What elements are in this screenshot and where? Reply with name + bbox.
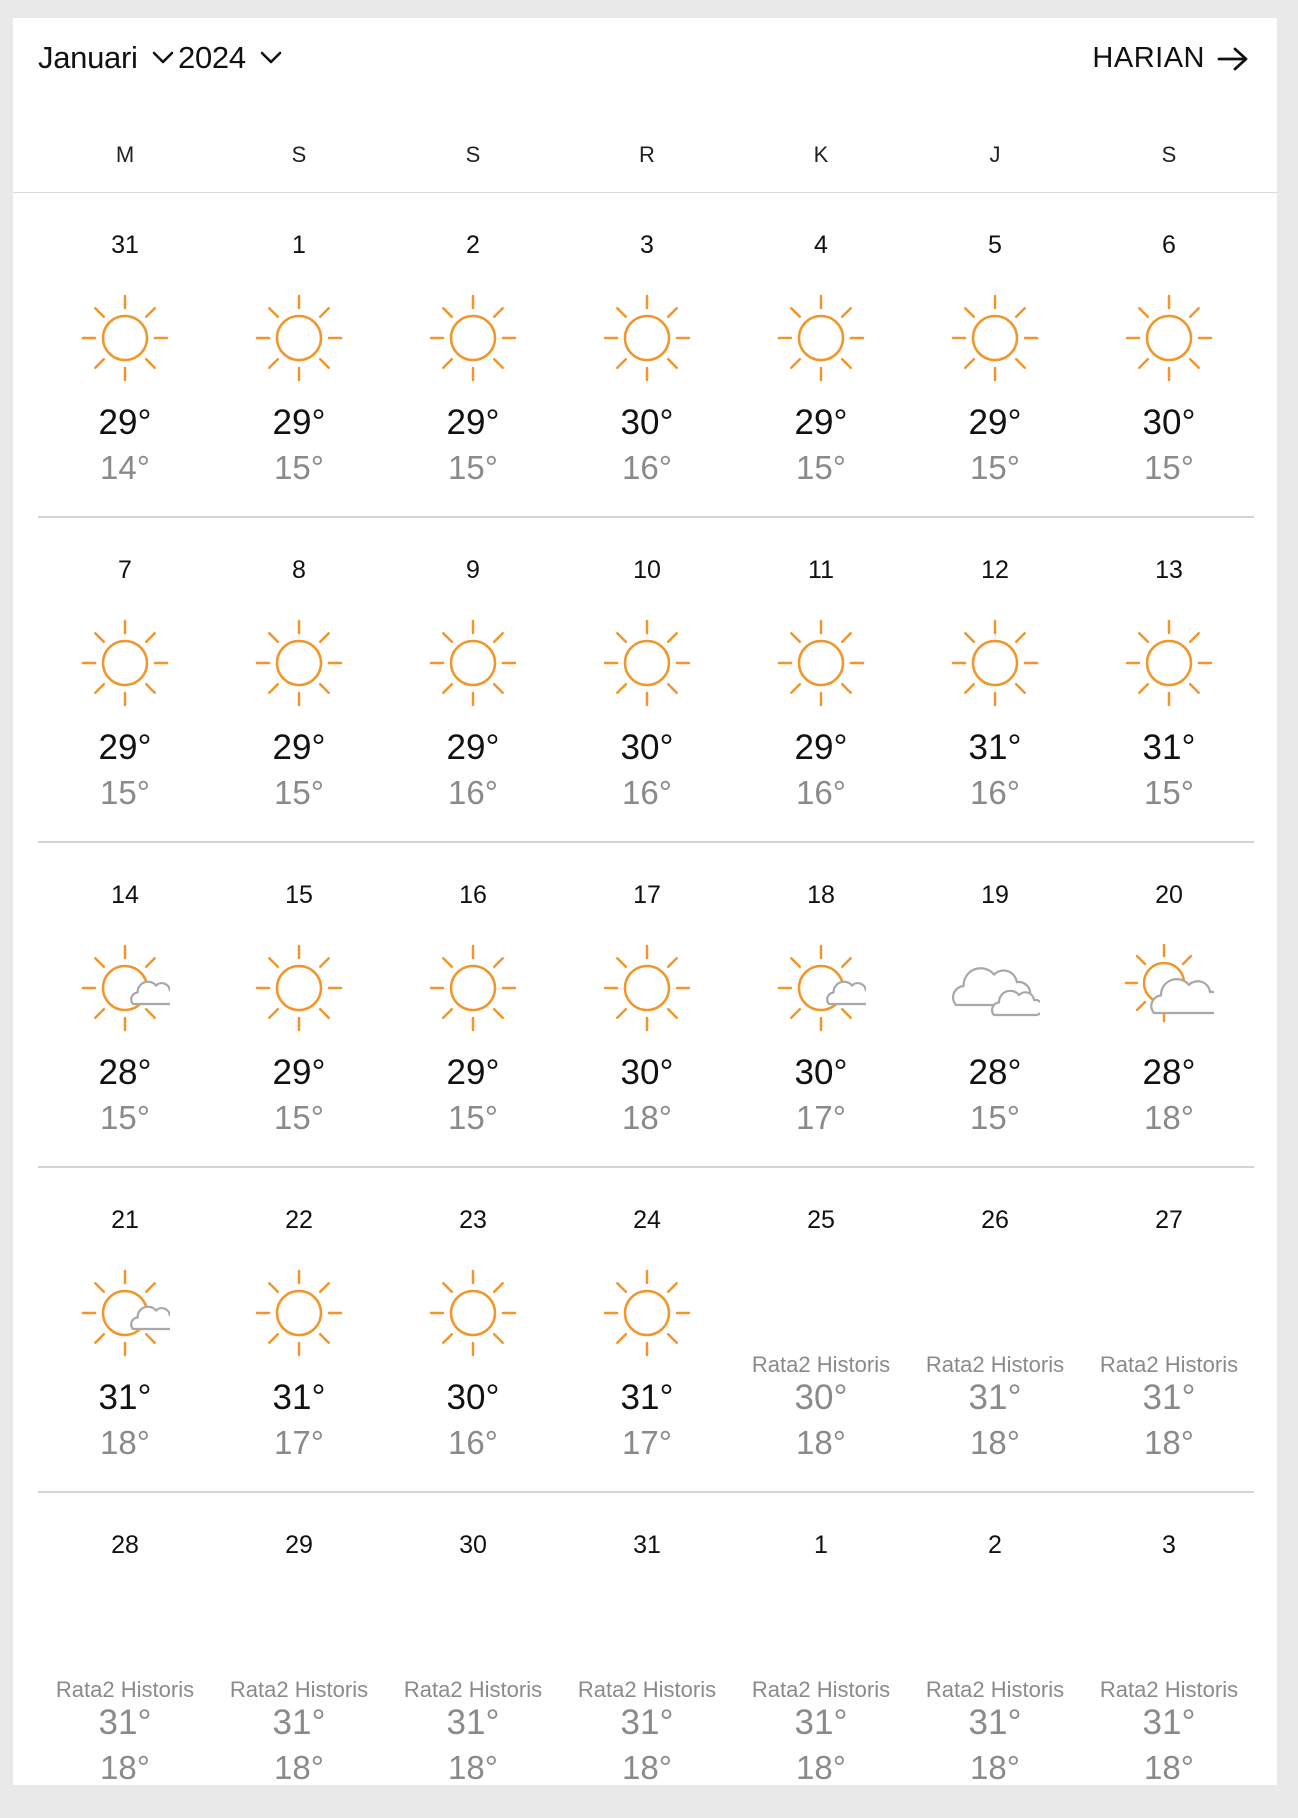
day-cell[interactable] <box>38 1168 212 1493</box>
sun-icon <box>254 1268 344 1358</box>
chevron-down-icon <box>260 51 282 65</box>
day-cell[interactable] <box>734 193 908 518</box>
high-temperature: 29° <box>98 403 152 442</box>
sun-icon <box>776 618 866 708</box>
high-temperature: 31° <box>1142 728 1196 767</box>
day-cell[interactable] <box>212 1493 386 1818</box>
historic-average-label: Rata2 Historis <box>403 1677 543 1702</box>
high-temperature: 30° <box>620 1053 674 1092</box>
high-temperature: 30° <box>446 1378 500 1417</box>
day-number: 13 <box>1155 556 1183 584</box>
low-temperature: 18° <box>1144 1749 1194 1786</box>
day-number: 27 <box>1155 1206 1183 1234</box>
low-temperature: 16° <box>448 774 498 811</box>
calendar-header <box>13 18 1277 102</box>
high-temperature: 31° <box>794 1703 848 1742</box>
low-temperature: 18° <box>1144 1099 1194 1136</box>
week-row <box>38 193 1254 518</box>
weekday-header-row <box>13 122 1277 193</box>
day-cell[interactable] <box>1082 193 1256 518</box>
high-temperature: 31° <box>620 1703 674 1742</box>
low-temperature: 15° <box>448 449 498 486</box>
month-label: Januari <box>38 40 138 75</box>
partly-cloudy-icon <box>1124 943 1214 1033</box>
day-cell[interactable] <box>212 1168 386 1493</box>
day-cell[interactable] <box>560 843 734 1168</box>
low-temperature: 16° <box>448 1424 498 1461</box>
low-temperature: 18° <box>448 1749 498 1786</box>
low-temperature: 15° <box>274 774 324 811</box>
day-number: 14 <box>111 881 139 909</box>
sun-icon <box>602 1268 692 1358</box>
month-selector[interactable] <box>38 40 174 76</box>
day-number: 20 <box>1155 881 1183 909</box>
historic-average-label: Rata2 Historis <box>925 1352 1065 1377</box>
high-temperature: 31° <box>98 1378 152 1417</box>
day-cell[interactable] <box>386 1168 560 1493</box>
sun-icon <box>602 618 692 708</box>
day-number: 7 <box>118 556 132 584</box>
sun-icon <box>1124 618 1214 708</box>
low-temperature: 18° <box>100 1424 150 1461</box>
low-temperature: 15° <box>274 1099 324 1136</box>
day-number: 12 <box>981 556 1009 584</box>
day-number: 19 <box>981 881 1009 909</box>
sun-small-cloud-icon <box>776 943 866 1033</box>
day-number: 26 <box>981 1206 1009 1234</box>
day-cell[interactable] <box>908 1493 1082 1818</box>
day-number: 1 <box>292 231 306 259</box>
arrow-right-icon <box>1217 47 1249 71</box>
low-temperature: 18° <box>622 1749 672 1786</box>
day-number: 30 <box>459 1531 487 1559</box>
high-temperature: 29° <box>272 403 326 442</box>
day-number: 6 <box>1162 231 1176 259</box>
historic-average-label: Rata2 Historis <box>1099 1352 1239 1377</box>
day-number: 10 <box>633 556 661 584</box>
day-number: 17 <box>633 881 661 909</box>
day-cell[interactable] <box>386 518 560 843</box>
high-temperature: 31° <box>272 1703 326 1742</box>
low-temperature: 15° <box>970 449 1020 486</box>
high-temperature: 28° <box>968 1053 1022 1092</box>
daily-link-label: HARIAN <box>1092 42 1205 74</box>
low-temperature: 16° <box>622 449 672 486</box>
day-number: 9 <box>466 556 480 584</box>
low-temperature: 14° <box>100 449 150 486</box>
low-temperature: 18° <box>970 1749 1020 1786</box>
calendar-grid <box>38 193 1254 1818</box>
day-cell[interactable] <box>386 843 560 1168</box>
day-number: 29 <box>285 1531 313 1559</box>
day-number: 23 <box>459 1206 487 1234</box>
high-temperature: 29° <box>794 403 848 442</box>
day-cell[interactable] <box>1082 1493 1256 1818</box>
high-temperature: 29° <box>446 728 500 767</box>
high-temperature: 30° <box>1142 403 1196 442</box>
high-temperature: 30° <box>620 728 674 767</box>
day-cell[interactable] <box>386 1493 560 1818</box>
low-temperature: 18° <box>796 1749 846 1786</box>
day-cell[interactable] <box>908 843 1082 1168</box>
sun-icon <box>428 618 518 708</box>
high-temperature: 31° <box>1142 1378 1196 1417</box>
day-number: 16 <box>459 881 487 909</box>
chevron-down-icon <box>152 51 174 65</box>
historic-average-label: Rata2 Historis <box>1099 1677 1239 1702</box>
sun-small-cloud-icon <box>80 1268 170 1358</box>
low-temperature: 18° <box>970 1424 1020 1461</box>
sun-icon <box>428 943 518 1033</box>
day-cell[interactable] <box>734 843 908 1168</box>
high-temperature: 29° <box>272 728 326 767</box>
low-temperature: 15° <box>1144 774 1194 811</box>
sun-icon <box>950 293 1040 383</box>
historic-average-label: Rata2 Historis <box>751 1352 891 1377</box>
low-temperature: 16° <box>622 774 672 811</box>
historic-average-label: Rata2 Historis <box>751 1677 891 1702</box>
low-temperature: 15° <box>1144 449 1194 486</box>
high-temperature: 31° <box>1142 1703 1196 1742</box>
day-cell[interactable] <box>560 1168 734 1493</box>
day-cell[interactable] <box>38 518 212 843</box>
cloudy-icon <box>950 943 1040 1033</box>
historic-average-label: Rata2 Historis <box>55 1677 195 1702</box>
day-number: 4 <box>814 231 828 259</box>
day-number: 28 <box>111 1531 139 1559</box>
sun-icon <box>428 1268 518 1358</box>
low-temperature: 17° <box>622 1424 672 1461</box>
day-cell[interactable] <box>212 193 386 518</box>
high-temperature: 31° <box>968 728 1022 767</box>
high-temperature: 29° <box>794 728 848 767</box>
high-temperature: 31° <box>968 1703 1022 1742</box>
high-temperature: 31° <box>272 1378 326 1417</box>
day-number: 21 <box>111 1206 139 1234</box>
year-selector[interactable] <box>178 40 282 76</box>
weekday-label: S <box>291 142 307 167</box>
day-cell[interactable] <box>38 193 212 518</box>
sun-icon <box>254 943 344 1033</box>
sun-icon <box>80 618 170 708</box>
high-temperature: 30° <box>794 1378 848 1417</box>
day-cell[interactable] <box>908 193 1082 518</box>
low-temperature: 15° <box>100 1099 150 1136</box>
weekday-label: S <box>1161 142 1177 167</box>
day-cell[interactable] <box>560 518 734 843</box>
low-temperature: 18° <box>274 1749 324 1786</box>
high-temperature: 30° <box>794 1053 848 1092</box>
sun-icon <box>254 293 344 383</box>
sun-icon <box>776 293 866 383</box>
day-number: 2 <box>988 1531 1002 1559</box>
low-temperature: 15° <box>100 774 150 811</box>
day-number: 1 <box>814 1531 828 1559</box>
day-number: 11 <box>808 556 834 584</box>
sun-icon <box>1124 293 1214 383</box>
high-temperature: 29° <box>968 403 1022 442</box>
low-temperature: 16° <box>796 774 846 811</box>
sun-icon <box>602 293 692 383</box>
high-temperature: 28° <box>98 1053 152 1092</box>
day-number: 31 <box>111 231 139 259</box>
day-cell[interactable] <box>734 1168 908 1493</box>
weekday-label: K <box>813 142 829 167</box>
day-cell[interactable] <box>908 1168 1082 1493</box>
day-number: 2 <box>466 231 480 259</box>
high-temperature: 31° <box>446 1703 500 1742</box>
high-temperature: 29° <box>446 403 500 442</box>
day-cell[interactable] <box>1082 1168 1256 1493</box>
week-row <box>38 1493 1254 1818</box>
year-label: 2024 <box>178 40 246 75</box>
sun-icon <box>80 293 170 383</box>
high-temperature: 28° <box>1142 1053 1196 1092</box>
day-number: 31 <box>633 1531 661 1559</box>
low-temperature: 15° <box>274 449 324 486</box>
high-temperature: 29° <box>98 728 152 767</box>
low-temperature: 15° <box>448 1099 498 1136</box>
day-number: 5 <box>988 231 1002 259</box>
low-temperature: 18° <box>796 1424 846 1461</box>
week-row <box>38 843 1254 1168</box>
high-temperature: 29° <box>446 1053 500 1092</box>
sun-icon <box>602 943 692 1033</box>
sun-small-cloud-icon <box>80 943 170 1033</box>
week-row <box>38 518 1254 843</box>
monthly-forecast-card <box>13 18 1277 1785</box>
low-temperature: 18° <box>1144 1424 1194 1461</box>
day-number: 3 <box>640 231 654 259</box>
sun-icon <box>254 618 344 708</box>
day-cell[interactable] <box>734 518 908 843</box>
day-number: 25 <box>807 1206 835 1234</box>
weekday-label: R <box>639 142 655 167</box>
low-temperature: 18° <box>100 1749 150 1786</box>
day-number: 22 <box>285 1206 313 1234</box>
day-cell[interactable] <box>212 843 386 1168</box>
day-number: 8 <box>292 556 306 584</box>
low-temperature: 16° <box>970 774 1020 811</box>
low-temperature: 17° <box>274 1424 324 1461</box>
weekday-label: M <box>115 142 135 167</box>
high-temperature: 29° <box>272 1053 326 1092</box>
day-number: 18 <box>807 881 835 909</box>
historic-average-label: Rata2 Historis <box>925 1677 1065 1702</box>
day-cell[interactable] <box>1082 518 1256 843</box>
weekday-label: S <box>465 142 481 167</box>
week-row <box>38 1168 1254 1493</box>
daily-view-link[interactable] <box>1092 42 1249 75</box>
day-cell[interactable] <box>734 1493 908 1818</box>
low-temperature: 17° <box>796 1099 846 1136</box>
sun-icon <box>428 293 518 383</box>
historic-average-label: Rata2 Historis <box>229 1677 369 1702</box>
day-cell[interactable] <box>212 518 386 843</box>
day-cell[interactable] <box>908 518 1082 843</box>
high-temperature: 31° <box>968 1378 1022 1417</box>
day-number: 24 <box>633 1206 661 1234</box>
day-cell[interactable] <box>1082 843 1256 1168</box>
high-temperature: 30° <box>620 403 674 442</box>
day-number: 3 <box>1162 1531 1176 1559</box>
high-temperature: 31° <box>98 1703 152 1742</box>
day-cell[interactable] <box>386 193 560 518</box>
day-cell[interactable] <box>560 193 734 518</box>
weekday-label: J <box>989 142 1001 167</box>
historic-average-label: Rata2 Historis <box>577 1677 717 1702</box>
day-number: 15 <box>285 881 313 909</box>
day-cell[interactable] <box>560 1493 734 1818</box>
low-temperature: 15° <box>970 1099 1020 1136</box>
day-cell[interactable] <box>38 843 212 1168</box>
low-temperature: 15° <box>796 449 846 486</box>
day-cell[interactable] <box>38 1493 212 1818</box>
sun-icon <box>950 618 1040 708</box>
high-temperature: 31° <box>620 1378 674 1417</box>
low-temperature: 18° <box>622 1099 672 1136</box>
